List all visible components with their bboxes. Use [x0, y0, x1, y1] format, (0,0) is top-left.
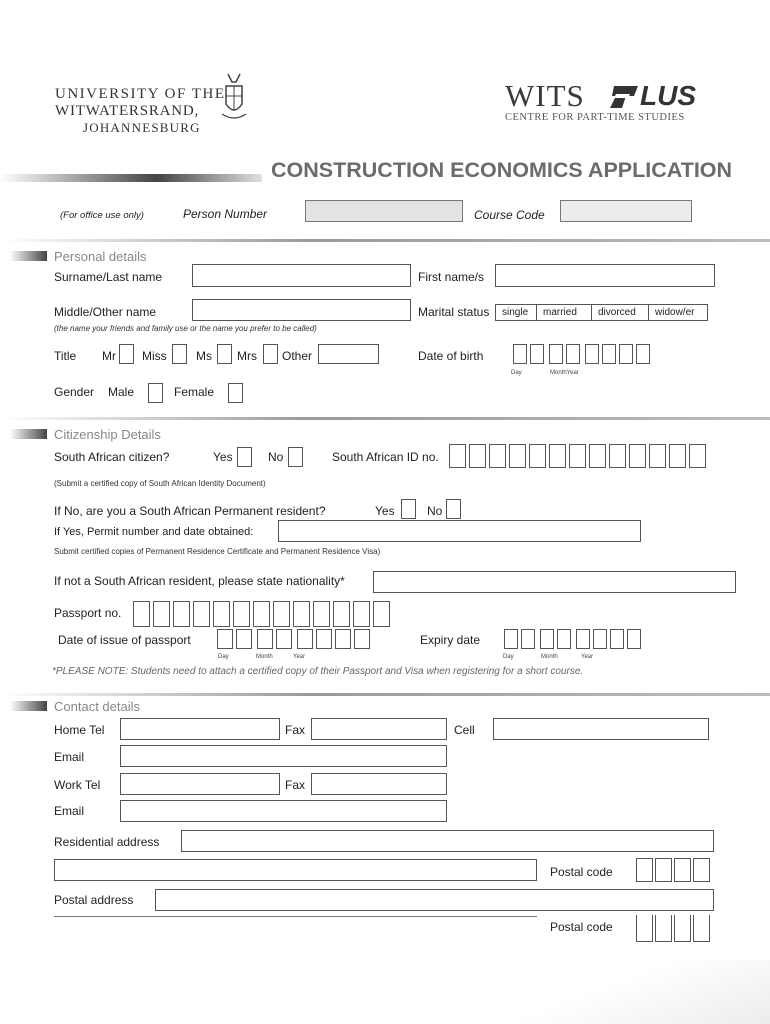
home-fax-label: Fax	[285, 723, 306, 737]
gender-male-label: Male	[108, 385, 135, 399]
title-miss-label: Miss	[142, 349, 167, 363]
section-divider	[0, 417, 770, 420]
dob-monthyear-label: MonthYear	[550, 370, 579, 376]
sa-citizen-yes-label: Yes	[213, 450, 233, 464]
sa-citizen-yes-checkbox[interactable]	[237, 447, 252, 467]
permanent-no-checkbox[interactable]	[446, 499, 461, 519]
nationality-input[interactable]	[373, 571, 736, 593]
university-crest-icon	[218, 70, 250, 131]
expiry-cells[interactable]	[504, 629, 644, 649]
passport-issue-label: Date of issue of passport	[58, 633, 191, 647]
postal-postal-code-label: Postal code	[550, 920, 613, 934]
contact-details-heading: Contact details	[54, 699, 140, 714]
passport-label: Passport no.	[54, 606, 122, 620]
title-mr-checkbox[interactable]	[119, 344, 134, 364]
middle-name-note: (the name your friends and family use or the name you prefer to be called)	[54, 324, 317, 333]
issue-month-label: Month	[256, 654, 273, 660]
title-miss-checkbox[interactable]	[172, 344, 187, 364]
title-ms-checkbox[interactable]	[217, 344, 232, 364]
cell-input[interactable]	[493, 718, 709, 740]
dob-cells[interactable]	[513, 344, 653, 364]
work-tel-label: Work Tel	[54, 778, 101, 792]
dob-day-label: Day	[511, 370, 522, 376]
dob-label: Date of birth	[418, 349, 484, 363]
issue-day-label: Day	[218, 654, 229, 660]
plus-arrow-icon	[608, 82, 640, 115]
postal-address-input[interactable]	[155, 889, 714, 911]
title-mrs-checkbox[interactable]	[263, 344, 278, 364]
work-email-input[interactable]	[120, 800, 447, 822]
postal-postal-code-cells[interactable]	[636, 915, 710, 942]
university-line3: JOHANNESBURG	[83, 120, 201, 135]
passport-visa-note: *PLEASE NOTE: Students need to attach a certified copy of their Passport and Visa when registering for a short course.	[52, 666, 584, 677]
marital-option-divorced[interactable]: divorced	[592, 305, 649, 320]
page-title: CONSTRUCTION ECONOMICS APPLICATION	[271, 158, 733, 182]
wits-word: WITS	[505, 78, 585, 113]
section-divider	[0, 693, 770, 696]
section-bar	[10, 701, 47, 711]
gender-female-checkbox[interactable]	[228, 383, 243, 403]
gender-female-label: Female	[174, 385, 215, 399]
permanent-yes-checkbox[interactable]	[401, 499, 416, 519]
personal-details-heading: Personal details	[54, 249, 147, 264]
permit-label: If Yes, Permit number and date obtained:	[54, 526, 254, 538]
person-number-field[interactable]	[305, 200, 463, 222]
residential-address-input-2[interactable]	[54, 859, 537, 881]
permanent-resident-question: If No, are you a South African Permanent resident?	[54, 504, 326, 518]
home-tel-input[interactable]	[120, 718, 280, 740]
work-email-label: Email	[54, 804, 85, 818]
title-bar-decoration	[0, 174, 262, 182]
wits-university-logo	[55, 86, 226, 135]
section-bar	[10, 429, 47, 439]
home-tel-label: Home Tel	[54, 723, 105, 737]
passport-cells[interactable]	[133, 601, 393, 627]
cell-label: Cell	[454, 723, 475, 737]
expiry-year-label: Year	[581, 654, 594, 660]
course-code-label: Course Code	[474, 208, 545, 222]
title-ms-label: Ms	[196, 349, 212, 363]
title-other-input[interactable]	[318, 344, 379, 364]
sa-citizen-no-label: No	[268, 450, 284, 464]
work-fax-label: Fax	[285, 778, 306, 792]
issue-year-label: Year	[293, 654, 306, 660]
middle-name-label: Middle/Other name	[54, 305, 157, 319]
university-line2: WITWATERSRAND,	[55, 103, 200, 119]
person-number-label: Person Number	[183, 207, 268, 221]
sa-citizen-no-checkbox[interactable]	[288, 447, 303, 467]
marital-status-options	[495, 304, 708, 321]
title-other-label: Other	[282, 349, 313, 363]
expiry-label: Expiry date	[420, 633, 481, 647]
permanent-yes-label: Yes	[375, 504, 395, 518]
marital-option-single[interactable]: single	[496, 305, 537, 320]
citizenship-heading: Citizenship Details	[54, 427, 161, 442]
surname-label: Surname/Last name	[54, 270, 163, 284]
passport-issue-cells[interactable]	[217, 629, 373, 649]
home-email-input[interactable]	[120, 745, 447, 767]
residential-address-input-1[interactable]	[181, 830, 714, 852]
postal-address-line	[54, 916, 537, 917]
work-tel-input[interactable]	[120, 773, 280, 795]
title-label: Title	[54, 349, 77, 363]
nationality-label: If not a South African resident, please state nationality*	[54, 574, 345, 588]
gender-male-checkbox[interactable]	[148, 383, 163, 403]
marital-option-married[interactable]: married	[537, 305, 592, 320]
postal-address-label: Postal address	[54, 893, 134, 907]
residential-postal-code-label: Postal code	[550, 865, 613, 879]
section-divider	[0, 239, 770, 242]
title-mr-label: Mr	[102, 349, 116, 363]
permanent-no-label: No	[427, 504, 443, 518]
wits-plus-logo	[505, 78, 585, 114]
plus-word: LUS	[640, 80, 696, 111]
home-email-label: Email	[54, 750, 85, 764]
permit-input[interactable]	[278, 520, 641, 542]
sa-citizen-label: South African citizen?	[54, 450, 170, 464]
course-code-field[interactable]	[560, 200, 692, 222]
university-line1: UNIVERSITY OF THE	[55, 86, 226, 102]
page-corner-decoration	[500, 960, 770, 1024]
expiry-month-label: Month	[541, 654, 558, 660]
surname-input[interactable]	[192, 264, 411, 287]
first-name-label: First name/s	[418, 270, 485, 284]
residential-postal-code-cells[interactable]	[636, 858, 710, 882]
work-fax-input[interactable]	[311, 773, 447, 795]
expiry-day-label: Day	[503, 654, 514, 660]
section-bar	[10, 251, 47, 261]
title-mrs-label: Mrs	[237, 349, 257, 363]
marital-option-widower[interactable]: widow/er	[655, 307, 695, 318]
first-name-input[interactable]	[495, 264, 715, 287]
marital-status-label: Marital status	[418, 305, 490, 319]
plus-subtitle: CENTRE FOR PART-TIME STUDIES	[505, 112, 685, 123]
sa-id-label: South African ID no.	[332, 450, 439, 464]
middle-name-input[interactable]	[192, 299, 411, 321]
office-use-note: (For office use only)	[60, 210, 144, 221]
gender-label: Gender	[54, 385, 95, 399]
sa-id-cells[interactable]	[449, 444, 709, 468]
home-fax-input[interactable]	[311, 718, 447, 740]
permit-note: Submit certified copies of Permanent Residence Certificate and Permanent Residence Visa)	[54, 547, 381, 556]
id-document-note: (Submit a certified copy of South African Identity Document)	[54, 479, 266, 488]
residential-address-label: Residential address	[54, 835, 160, 849]
